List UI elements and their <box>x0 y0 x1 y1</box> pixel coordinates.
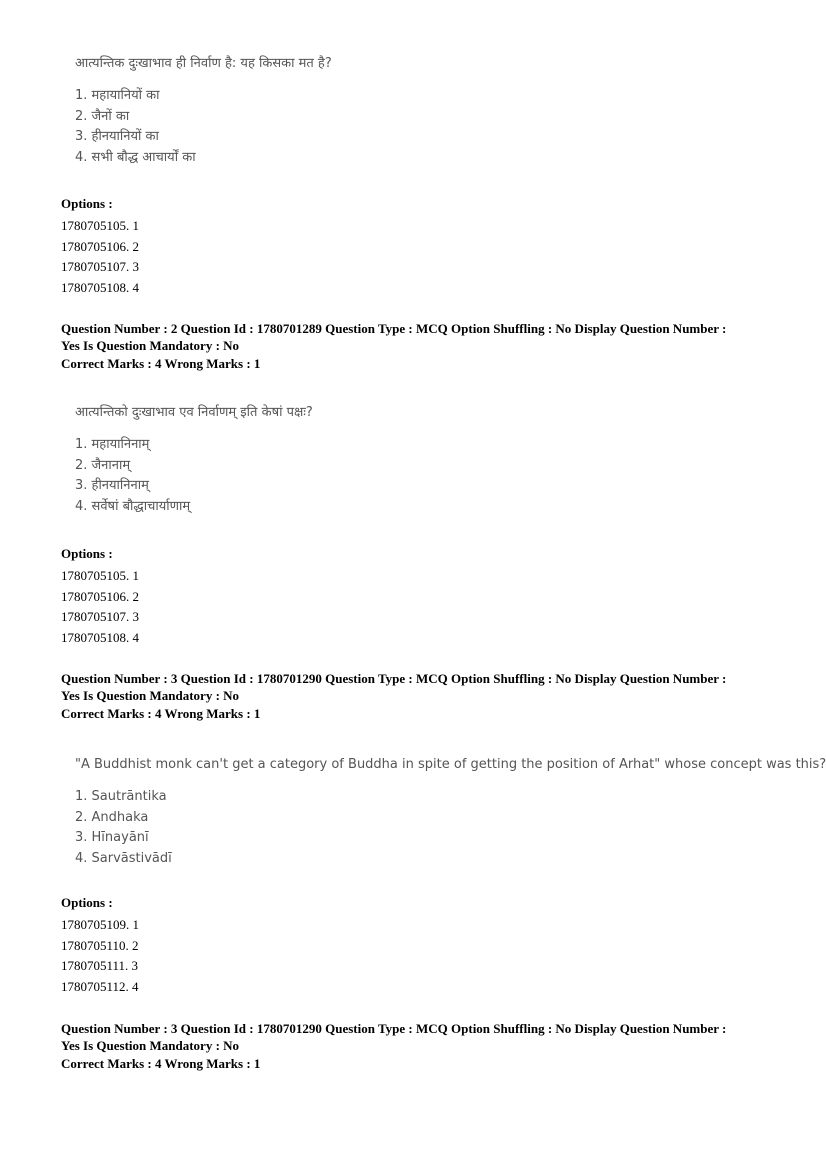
option-row: 1780705110. 2 <box>61 937 139 953</box>
marks-line: Correct Marks : 4 Wrong Marks : 1 <box>61 356 261 371</box>
question-choice-1: 1. महायानिनाम् <box>75 437 150 452</box>
option-row: 1780705108. 4 <box>61 629 139 645</box>
option-row: 1780705106. 2 <box>61 238 139 254</box>
question-choice-2: 2. Andhaka <box>75 809 149 825</box>
question-meta-2 <box>61 671 773 723</box>
options-title: Options : <box>61 546 113 561</box>
options-title: Options : <box>61 895 113 910</box>
options-list-2 <box>61 546 761 648</box>
question-choice-3: 3. Hīnayānī <box>75 830 149 845</box>
option-row: 1780705107. 3 <box>61 609 139 624</box>
question-choice-4: 4. Sarvāstivādī <box>75 850 172 866</box>
question-choice-2: 2. जैनानाम् <box>75 457 131 473</box>
question-choice-4: 4. सर्वेषां बौद्धाचार्याणाम् <box>75 498 191 514</box>
question-text: "A Buddhist monk can't get a category of Buddha in spite of getting the position of Arhat" whose concept was this? <box>75 757 826 772</box>
question-choice-1: 1. महायानियों का <box>75 88 160 103</box>
question-meta-line: Yes Is Question Mandatory : No <box>61 1037 240 1053</box>
question-image-1 <box>75 56 795 168</box>
option-row: 1780705106. 2 <box>61 588 139 604</box>
option-row: 1780705112. 4 <box>61 978 139 994</box>
question-meta-line: Yes Is Question Mandatory : No <box>61 687 240 703</box>
question-text: आत्यन्तिक दुःखाभाव ही निर्वाण है: यह किसका मत है? <box>75 56 332 71</box>
question-meta-line: Question Number : 3 Question Id : 1780701290 Question Type : MCQ Option Shuffling : No Display Question Number : <box>61 1021 727 1036</box>
question-meta-1 <box>61 321 773 373</box>
question-choice-3: 3. हीनयानिनाम् <box>75 478 149 493</box>
question-image-3 <box>75 757 826 869</box>
question-meta-line: Question Number : 3 Question Id : 1780701290 Question Type : MCQ Option Shuffling : No Display Question Number : <box>61 671 727 686</box>
question-choice-4: 4. सभी बौद्ध आचार्यों का <box>75 149 196 165</box>
option-row: 1780705107. 3 <box>61 259 139 274</box>
option-row: 1780705109. 1 <box>61 917 139 932</box>
option-row: 1780705105. 1 <box>61 568 139 583</box>
options-list-3 <box>61 895 761 997</box>
question-choice-1: 1. Sautrāntika <box>75 789 167 804</box>
question-meta-line: Yes Is Question Mandatory : No <box>61 337 240 353</box>
options-title: Options : <box>61 196 113 211</box>
question-image-2 <box>75 405 795 517</box>
question-text: आत्यन्तिको दुःखाभाव एव निर्वाणम् इति केषां पक्षः? <box>75 405 313 420</box>
question-meta-line: Question Number : 2 Question Id : 1780701289 Question Type : MCQ Option Shuffling : No Display Question Number : <box>61 321 727 336</box>
question-meta-3 <box>61 1021 773 1073</box>
marks-line: Correct Marks : 4 Wrong Marks : 1 <box>61 1056 261 1071</box>
options-list-1 <box>61 196 761 298</box>
option-row: 1780705108. 4 <box>61 279 139 295</box>
marks-line: Correct Marks : 4 Wrong Marks : 1 <box>61 706 261 721</box>
question-choice-3: 3. हीनयानियों का <box>75 129 159 144</box>
option-row: 1780705105. 1 <box>61 218 139 233</box>
question-choice-2: 2. जैनों का <box>75 108 130 124</box>
option-row: 1780705111. 3 <box>61 958 139 973</box>
